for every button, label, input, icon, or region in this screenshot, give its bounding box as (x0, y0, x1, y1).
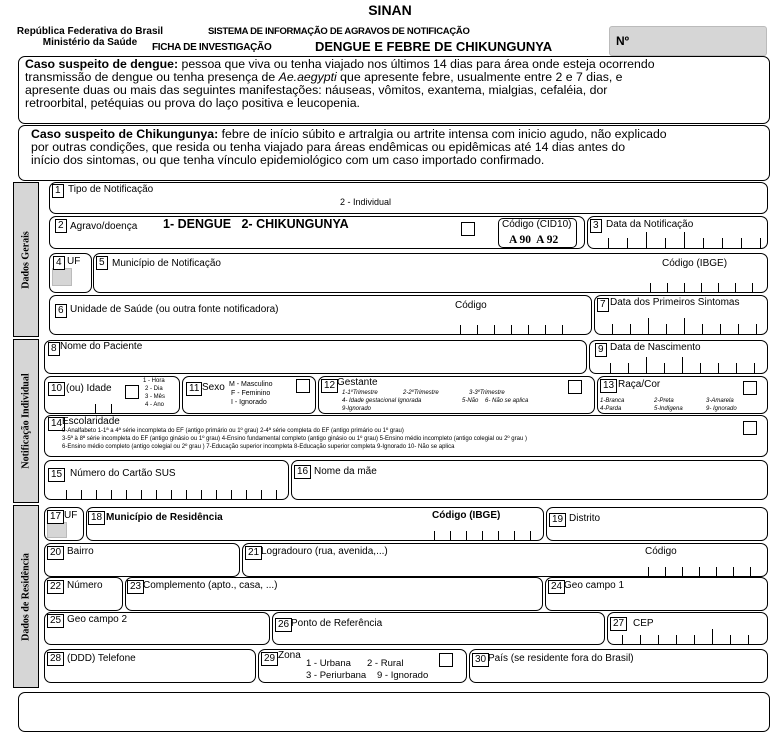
digit-tick (477, 325, 478, 334)
uf-gray (47, 522, 67, 538)
digit-tick (701, 283, 702, 292)
digit-tick (703, 238, 704, 248)
field-number: 16 (294, 465, 311, 479)
digit-tick (738, 324, 739, 334)
digit-tick (760, 238, 761, 248)
field-label: Data dos Primeiros Sintomas (610, 297, 740, 308)
field-label: Sexo (202, 382, 225, 393)
field-number: 17 (47, 510, 64, 524)
field-number: 14 (48, 417, 65, 431)
digit-tick (665, 567, 666, 576)
digit-tick (156, 490, 157, 499)
field-number: 5 (96, 256, 108, 270)
field-label: (DDD) Telefone (67, 653, 136, 664)
field-number: 30 (472, 653, 489, 667)
field-label: Data de Nascimento (610, 342, 701, 353)
raca-option: 5-Indígena (654, 406, 683, 412)
digit-tick (141, 490, 142, 499)
field-label: Número (67, 580, 103, 591)
field-label: UF (64, 510, 78, 521)
escolaridade-options: 6-Ensino médio completo (antigo colegial ou 2º grau ) 7-Educação superior incompleta 8-Educação superior completa 9-Ignorado 10- Não se aplica (62, 444, 455, 450)
numero-label: Nº (616, 34, 630, 48)
field-label: UF (67, 256, 81, 267)
digit-tick (666, 324, 667, 334)
field-number: 1 (52, 184, 64, 198)
digit-tick (699, 567, 700, 576)
field-label: Zona (278, 650, 301, 661)
digit-tick (733, 567, 734, 576)
digit-tick (530, 531, 531, 540)
field-label: Município de Notificação (112, 258, 221, 269)
digit-tick (640, 635, 641, 644)
field-label: Geo campo 2 (67, 614, 128, 625)
cid-value: A 90 A 92 (509, 234, 559, 246)
digit-tick (676, 635, 677, 644)
field-number: 9 (595, 343, 607, 357)
gestante-option: 6- Não se aplica (485, 398, 529, 404)
digit-tick (735, 283, 736, 292)
field-label: Bairro (67, 546, 94, 557)
codigo-label: Código (455, 300, 487, 311)
digit-tick (741, 238, 742, 248)
digit-tick (494, 325, 495, 334)
field-number: 23 (127, 580, 144, 594)
field-number: 26 (275, 618, 292, 632)
field-label: Tipo de Notificação (68, 184, 154, 195)
gestante-option: 2-2ºTrimestre (403, 390, 439, 396)
digit-tick (665, 238, 666, 248)
digit-tick (610, 363, 611, 373)
digit-tick (712, 629, 713, 644)
digit-tick (231, 490, 232, 499)
field-number: 11 (186, 382, 202, 396)
digit-tick (756, 324, 757, 334)
digit-tick (658, 635, 659, 644)
field-label: Número do Cartão SUS (70, 468, 176, 479)
field-number: 27 (610, 617, 627, 631)
digit-tick (608, 238, 609, 248)
section-notificacao-individual: Notificação Individual (13, 339, 39, 503)
gestante-option: 4- Idade gestacional Ignorada (342, 398, 422, 404)
raca-option: 3-Amarela (706, 398, 734, 404)
digit-tick (718, 363, 719, 373)
ministerio-label: Ministério da Saúde (42, 37, 138, 48)
digit-tick (716, 567, 717, 576)
digit-tick (648, 318, 649, 334)
digit-tick (482, 531, 483, 540)
field-value: 2 - Individual (340, 197, 392, 207)
digit-tick (667, 283, 668, 292)
field-number: 4 (53, 256, 65, 270)
digit-tick (545, 325, 546, 334)
digit-tick (627, 238, 628, 248)
digit-tick (718, 283, 719, 292)
digit-tick (126, 490, 127, 499)
idade-option: 1 - Hora (143, 378, 165, 384)
field-label: Raça/Cor (618, 379, 661, 390)
numero-box[interactable] (609, 26, 767, 56)
section-dados-residencia: Dados de Residência (13, 505, 39, 688)
digit-tick (562, 325, 563, 334)
next-section-box (18, 692, 770, 732)
escolaridade-options: 3-5ª à 8ª série incompleta do EF (antigo ginásio ou 1º grau) 4-Ensino fundamental completo (antigo ginásio ou 1º grau) 5-Ensino médio incompleto (antigo colegial ou 2º grau ) (62, 436, 527, 442)
digit-tick (664, 363, 665, 373)
digit-tick (682, 567, 683, 576)
digit-tick (511, 325, 512, 334)
idade-option: 2 - Dia (145, 386, 163, 392)
digit-tick (694, 635, 695, 644)
digit-tick (748, 635, 749, 644)
field-label: País (se residente fora do Brasil) (488, 653, 634, 664)
digit-tick (646, 232, 647, 248)
digit-tick (646, 357, 647, 373)
field-number: 7 (597, 298, 609, 312)
raca-checkbox[interactable] (743, 381, 757, 395)
gestante-option: 5-Não (462, 398, 479, 404)
digit-tick (702, 324, 703, 334)
field-number: 3 (590, 219, 602, 233)
ficha-label: FICHA DE INVESTIGAÇÃO (152, 42, 272, 53)
field-number: 22 (47, 580, 64, 594)
digit-tick (612, 324, 613, 334)
digit-tick (752, 283, 753, 292)
digit-tick (736, 363, 737, 373)
field-number: 25 (47, 614, 64, 628)
digit-tick (722, 238, 723, 248)
zona-option: 9 - Ignorado (377, 670, 429, 681)
sexo-option: M - Masculino (229, 381, 273, 388)
digit-tick (111, 404, 112, 413)
digit-tick (528, 325, 529, 334)
digit-tick (630, 324, 631, 334)
digit-tick (700, 363, 701, 373)
field-number: 28 (47, 652, 64, 666)
digit-tick (81, 490, 82, 499)
codigo-label: Código (645, 546, 677, 557)
digit-tick (171, 490, 172, 499)
gestante-option: 9-Ignorado (342, 406, 372, 412)
sexo-option: I - Ignorado (231, 399, 267, 406)
idade-option: 3 - Mês (145, 394, 166, 400)
field-label: Logradouro (rua, avenida,...) (261, 546, 388, 557)
field-label: Unidade de Saúde (ou outra fonte notificadora) (70, 304, 279, 315)
agravo-options: 1- DENGUE 2- CHIKUNGUNYA (163, 217, 349, 231)
field-cep[interactable] (607, 612, 768, 645)
field-number: 2 (55, 219, 67, 233)
gestante-checkbox[interactable] (568, 380, 582, 394)
ibge-label: Código (IBGE) (662, 258, 728, 269)
field-number: 6 (55, 304, 67, 318)
digit-tick (684, 318, 685, 334)
zona-option: 2 - Rural (367, 658, 404, 669)
idade-option: 4 - Ano (145, 402, 165, 408)
idade-checkbox[interactable] (125, 385, 139, 399)
digit-tick (684, 232, 685, 248)
field-label: (ou) Idade (66, 383, 112, 394)
digit-tick (650, 283, 651, 292)
digit-tick (276, 490, 277, 499)
cid-label: Código (CID10) (502, 219, 572, 230)
field-number: 29 (261, 652, 278, 666)
sexo-option: F - Feminino (231, 390, 271, 397)
zona-option: 3 - Periurbana (306, 670, 367, 681)
gestante-option: 3-3ºTrimestre (469, 390, 505, 396)
digit-tick (498, 531, 499, 540)
digit-tick (622, 635, 623, 644)
digit-tick (66, 490, 67, 499)
digit-tick (754, 363, 755, 373)
digit-tick (628, 363, 629, 373)
digit-tick (111, 490, 112, 499)
escolaridade-options: 0-Analfabeto 1-1ª a 4ª série incompleta do EF (antigo primário ou 1º grau) 2-4ª série completa do EF (antigo primário ou 1º grau) (62, 428, 404, 434)
republica-label: República Federativa do Brasil (16, 26, 164, 37)
digit-tick (434, 531, 435, 540)
digit-tick (682, 357, 683, 373)
digit-tick (261, 490, 262, 499)
field-label: Agravo/doença (70, 221, 138, 232)
form-title: DENGUE E FEBRE DE CHIKUNGUNYA (315, 39, 553, 54)
field-number: 24 (548, 580, 565, 594)
field-label: Município de Residência (106, 512, 223, 523)
field-tipo-notificacao[interactable] (49, 182, 768, 214)
agravo-checkbox[interactable] (461, 222, 475, 236)
digit-tick (514, 531, 515, 540)
field-label: Nome da mãe (314, 466, 377, 477)
caso-dengue-text: Caso suspeito de dengue: pessoa que viva ou tenha viajado nos últimos 14 dias para área onde esteja ocorrendo transmissão de dengue ou tenha presença de Ae.aegypti que apresente febre, usualmente entre 2 e 7 dias, e apresente duas ou mais das seguintes manifestações: náuseas, vômitos, exantema, mialgias, cefaléia, dor retroorbital, petéquias ou prova do laço positiva e leucopenia. (25, 57, 655, 110)
zona-option: 1 - Urbana (306, 658, 351, 669)
field-number: 15 (48, 468, 65, 482)
zona-checkbox[interactable] (439, 653, 453, 667)
digit-tick (450, 531, 451, 540)
digit-tick (201, 490, 202, 499)
digit-tick (186, 490, 187, 499)
sexo-checkbox[interactable] (296, 379, 310, 393)
digit-tick (648, 567, 649, 576)
field-number: 21 (245, 546, 262, 560)
field-number: 18 (88, 511, 105, 525)
raca-option: 2-Preta (654, 398, 674, 404)
field-label: Distrito (569, 513, 601, 524)
field-number: 10 (48, 382, 65, 396)
raca-option: 9- Ignorado (706, 406, 737, 412)
field-number: 12 (321, 379, 338, 393)
digit-tick (246, 490, 247, 499)
field-number: 8 (48, 342, 60, 356)
sistema-label: SISTEMA DE INFORMAÇÃO DE AGRAVOS DE NOTIFICAÇÃO (208, 26, 470, 37)
escolaridade-checkbox[interactable] (743, 421, 757, 435)
field-label: Ponto de Referência (291, 618, 383, 629)
digit-tick (96, 490, 97, 499)
digit-tick (750, 567, 751, 576)
raca-option: 4-Parda (600, 406, 622, 412)
uf-gray (52, 268, 72, 286)
caso-chik-text: Caso suspeito de Chikungunya: febre de início súbito e artralgia ou artrite intensa com inicio agudo, não explicado por outras condições, que resida ou tenha viajado para áreas endêmicas ou epidêmicas até 14 dias antes do início dos sintomas, ou que tenha vínculo epidemiológico com um caso importado confirmado. (31, 127, 667, 167)
field-label: CEP (633, 618, 654, 629)
digit-tick (684, 283, 685, 292)
digit-tick (466, 531, 467, 540)
gestante-option: 1-1ºTrimestre (342, 390, 378, 396)
digit-tick (730, 635, 731, 644)
field-label: Complemento (apto., casa, ...) (143, 580, 278, 591)
field-label: Data da Notificação (606, 219, 694, 230)
section-dados-gerais: Dados Gerais (13, 182, 39, 337)
raca-option: 1-Branca (600, 398, 625, 404)
sinan-title: SINAN (368, 2, 412, 18)
field-number: 19 (549, 513, 566, 527)
digit-tick (216, 490, 217, 499)
ibge-label: Código (IBGE) (432, 510, 501, 521)
field-label: Geo campo 1 (564, 580, 625, 591)
field-label: Escolaridade (62, 416, 120, 427)
field-label: Nome do Paciente (60, 341, 143, 352)
field-number: 20 (47, 546, 64, 560)
field-label: Gestante (337, 377, 378, 388)
digit-tick (95, 404, 96, 413)
digit-tick (720, 324, 721, 334)
field-number: 13 (600, 379, 617, 393)
digit-tick (460, 325, 461, 334)
